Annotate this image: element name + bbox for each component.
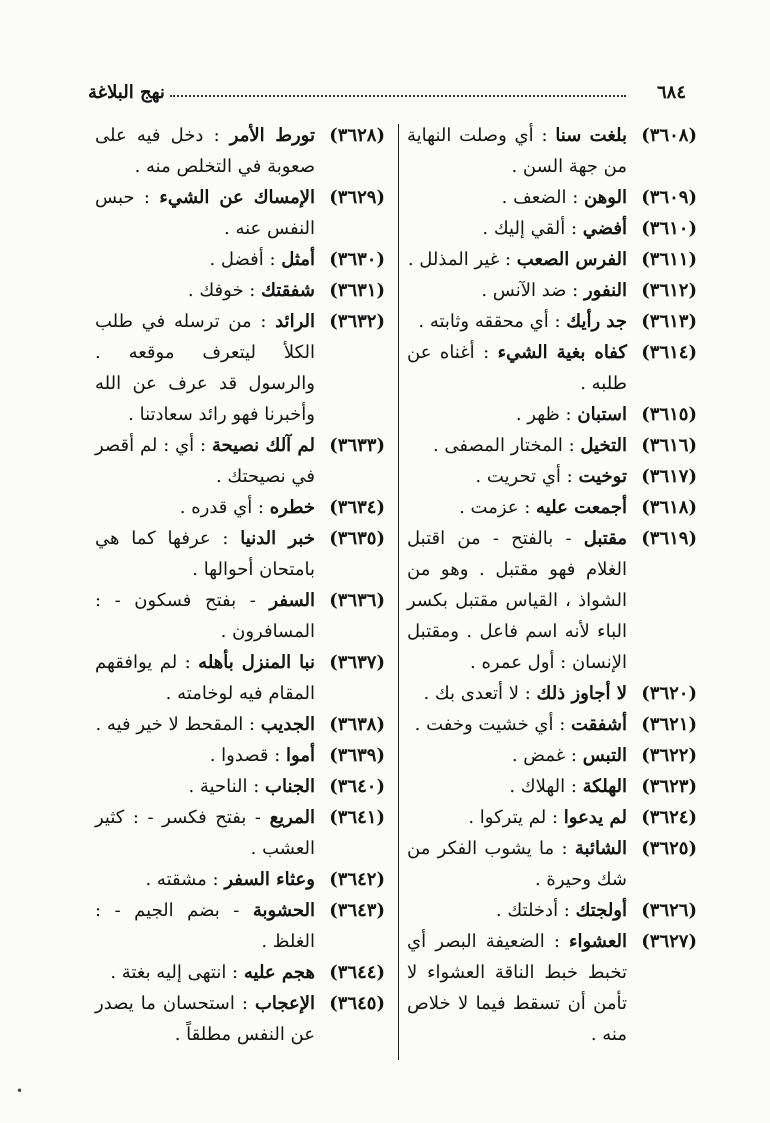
- entry-term: الرائد: [275, 311, 315, 332]
- entry-number: (٣٦٢٥): [641, 838, 697, 859]
- glossary-entry: [407, 926, 697, 1050]
- entry-number: (٣٦٤٤): [329, 962, 385, 983]
- entry-number: (٣٦١٠): [641, 218, 697, 239]
- entry-number: (٣٦٣١): [329, 280, 385, 301]
- entry-term: أشفقت: [571, 714, 627, 735]
- glossary-entry: [95, 647, 385, 709]
- entry-number: (٣٦٤١): [329, 807, 385, 828]
- entry-definition: : الهلاك .: [509, 776, 577, 797]
- right-column: [407, 120, 697, 1050]
- entry-definition: : دخل فيه على صعوبة في التخلص منه .: [95, 125, 315, 177]
- entry-definition: : الناحية .: [188, 776, 260, 797]
- entry-term: أجمعت عليه: [536, 497, 627, 518]
- entry-term: بلغت سنا: [555, 125, 627, 146]
- entry-definition: : انتهى إليه بغتة .: [110, 962, 239, 983]
- entry-term: الإعجاب: [254, 993, 315, 1014]
- glossary-entry: [95, 492, 385, 523]
- entry-term: الإمساك عن الشيء: [159, 187, 315, 208]
- entry-number: (٣٦٢٨): [329, 125, 385, 146]
- glossary-entry: [95, 523, 385, 585]
- glossary-entry: [407, 802, 697, 833]
- entry-number: (٣٦٢٤): [641, 807, 697, 828]
- entry-number: (٣٦٣٣): [329, 435, 385, 456]
- entry-number: (٣٦١٣): [641, 311, 697, 332]
- entry-number: (٣٦١٦): [641, 435, 697, 456]
- entry-number: (٣٦٣٦): [329, 590, 385, 611]
- entry-number: (٣٦٢٦): [641, 900, 697, 921]
- entry-term: توخيت: [578, 466, 627, 487]
- entry-term: النفور: [583, 280, 627, 301]
- entry-number: (٣٦٢٧): [641, 931, 697, 952]
- column-divider: [398, 124, 399, 1060]
- entry-number: (٣٦١٧): [641, 466, 697, 487]
- entry-term: أموا: [286, 745, 315, 766]
- entry-term: الحشوبة: [252, 900, 315, 921]
- glossary-entry: [407, 678, 697, 709]
- glossary-entry: [407, 182, 697, 213]
- entry-number: (٣٦٤٥): [329, 993, 385, 1014]
- entry-number: (٣٦٣٨): [329, 714, 385, 735]
- entry-term: أفضي: [582, 218, 627, 239]
- entry-definition: : لم يتركوا .: [468, 807, 559, 828]
- glossary-entry: [95, 120, 385, 182]
- entry-term: الجديب: [260, 714, 315, 735]
- entry-definition: - بفتح فسكون - : المسافرون .: [95, 590, 315, 642]
- entry-definition: - بضم الجيم - : الغلظ .: [95, 900, 315, 952]
- entry-number: (٣٦٢٠): [641, 683, 697, 704]
- entry-number: (٣٦١١): [641, 249, 697, 270]
- entry-definition: : لم يوافقهم المقام فيه لوخامته .: [95, 652, 315, 704]
- entry-definition: : مشقته .: [145, 869, 219, 890]
- entry-term: التخيل: [580, 435, 627, 456]
- entry-definition: : ظهر .: [515, 404, 572, 425]
- entry-term: شفقتك: [261, 280, 315, 301]
- page-header: [88, 82, 686, 106]
- entry-definition: : ألقي إليك .: [482, 218, 578, 239]
- entry-definition: : حبس النفس عنه .: [95, 187, 315, 239]
- book-title: نهج البلاغة: [88, 82, 165, 103]
- entry-number: (٣٦٢٣): [641, 776, 697, 797]
- entry-term: لا أجاوز ذلك: [536, 683, 627, 704]
- entry-term: العشواء: [569, 931, 627, 952]
- entry-definition: : غير المذلل .: [407, 249, 512, 270]
- glossary-entry: [407, 399, 697, 430]
- glossary-entry: [95, 771, 385, 802]
- glossary-entry: [407, 709, 697, 740]
- entry-definition: : أي وصلت النهاية من جهة السن .: [407, 125, 627, 177]
- entry-number: (٣٦٣٥): [329, 528, 385, 549]
- entry-number: (٣٦١٨): [641, 497, 697, 518]
- glossary-entry: [407, 492, 697, 523]
- entry-definition: : ضد الآنس .: [481, 280, 579, 301]
- glossary-entry: [407, 771, 697, 802]
- entry-number: (٣٦٠٩): [641, 187, 697, 208]
- entry-definition: : أي قدره .: [179, 497, 264, 518]
- entry-number: (٣٦٤٢): [329, 869, 385, 890]
- entry-definition: : الضعف .: [501, 187, 579, 208]
- entry-number: (٣٦٣٧): [329, 652, 385, 673]
- entry-term: المريع: [269, 807, 315, 828]
- entry-definition: : الضعيفة البصر أي تخبط خبط الناقة العشواء لا تأمن أن تسقط فيما لا خلاص منه .: [407, 931, 627, 1045]
- entry-number: (٣٦٤٣): [329, 900, 385, 921]
- entry-term: الهلكة: [582, 776, 627, 797]
- entry-definition: : أفضل .: [209, 249, 276, 270]
- entry-definition: : أي محققه وثابته .: [418, 311, 561, 332]
- entry-term: الوهن: [584, 187, 627, 208]
- glossary-entry: [95, 957, 385, 988]
- entry-term: كفاه بغية الشيء: [497, 342, 627, 363]
- entry-definition: : من ترسله في طلب الكلأ ليتعرف موقعه . والرسول قد عرف عن الله وأخبرنا فهو رائد سعادتنا .: [95, 311, 315, 425]
- entry-number: (٣٦٣٩): [329, 745, 385, 766]
- glossary-entry: [407, 306, 697, 337]
- entry-term: خطره: [269, 497, 315, 518]
- entry-definition: : المقحط لا خير فيه .: [95, 714, 256, 735]
- entry-term: خبر الدنيا: [240, 528, 315, 549]
- glossary-entry: [407, 895, 697, 926]
- entry-number: (٣٦١٥): [641, 404, 697, 425]
- glossary-entry: [95, 895, 385, 957]
- glossary-entry: [95, 275, 385, 306]
- glossary-entry: [407, 120, 697, 182]
- entry-term: أولجتك: [575, 900, 627, 921]
- entry-term: لم آلك نصيحة: [211, 435, 315, 456]
- glossary-entry: [95, 430, 385, 492]
- glossary-entry: [95, 244, 385, 275]
- glossary-entry: [407, 213, 697, 244]
- glossary-entry: [407, 430, 697, 461]
- entry-definition: : خوفك .: [187, 280, 256, 301]
- entry-number: (٣٦٣٢): [329, 311, 385, 332]
- footer-mark: •: [16, 1084, 24, 1098]
- glossary-entry: [95, 306, 385, 430]
- entry-definition: : قصدوا .: [209, 745, 281, 766]
- glossary-entry: [407, 461, 697, 492]
- entry-definition: : استحسان ما يصدر عن النفس مطلقاً .: [95, 993, 315, 1045]
- entry-term: مقتبل: [583, 528, 627, 549]
- entry-definition: - بفتح فكسر - : كثير العشب .: [95, 807, 315, 859]
- entry-definition: : غمض .: [511, 745, 577, 766]
- glossary-entry: [95, 709, 385, 740]
- glossary-entry: [407, 833, 697, 895]
- entry-definition: : المختار المصفى .: [432, 435, 575, 456]
- entry-number: (٣٦١٤): [641, 342, 697, 363]
- entry-definition: : لا أتعدى بك .: [423, 683, 531, 704]
- left-column: [95, 120, 385, 1050]
- entry-number: (٣٦٣٠): [329, 249, 385, 270]
- page-number: ٦٨٤: [656, 82, 686, 103]
- entry-definition: : أغناه عن طلبه .: [407, 342, 627, 394]
- glossary-entry: [407, 337, 697, 399]
- entry-number: (٣٦١٢): [641, 280, 697, 301]
- glossary-entry: [95, 802, 385, 864]
- entry-number: (٣٦٠٨): [641, 125, 697, 146]
- glossary-entry: [95, 182, 385, 244]
- entry-term: هجم عليه: [243, 962, 315, 983]
- entry-definition: - بالفتح - من اقتبل الغلام فهو مقتبل . وهو من الشواذ ، القياس مقتبل بكسر الباء لأنه اسم فاعل . ومقتبل الإنسان : أول عمره .: [407, 528, 627, 673]
- entry-term: التبس: [582, 745, 627, 766]
- entry-term: استبان: [577, 404, 627, 425]
- entry-definition: : عزمت .: [459, 497, 531, 518]
- entry-definition: : أي خشيت وخفت .: [414, 714, 566, 735]
- entry-definition: : أي : لم أقصر في نصيحتك .: [95, 435, 315, 487]
- entry-term: وعثاء السفر: [224, 869, 315, 890]
- glossary-entry: [95, 740, 385, 771]
- header-dotted-rule: [170, 95, 626, 97]
- entry-number: (٣٦٢٩): [329, 187, 385, 208]
- entry-term: جد رأيك: [566, 311, 627, 332]
- glossary-entry: [95, 585, 385, 647]
- glossary-entry: [407, 740, 697, 771]
- entry-number: (٣٦١٩): [641, 528, 697, 549]
- entry-number: (٣٦٤٠): [329, 776, 385, 797]
- entry-number: (٣٦٢١): [641, 714, 697, 735]
- glossary-entry: [95, 864, 385, 895]
- entry-number: (٣٦٢٢): [641, 745, 697, 766]
- entry-definition: : أي تحريت .: [475, 466, 573, 487]
- glossary-entry: [407, 244, 697, 275]
- entry-term: الجناب: [265, 776, 315, 797]
- glossary-entry: [407, 523, 697, 678]
- entry-term: أمثل: [281, 249, 315, 270]
- entry-definition: : ما يشوب الفكر من شك وحيرة .: [407, 838, 627, 890]
- entry-definition: : عرفها كما هي بامتحان أحوالها .: [95, 528, 315, 580]
- entry-term: تورط الأمر: [229, 125, 315, 146]
- entry-term: الشائبة: [574, 838, 627, 859]
- entry-term: نبا المنزل بأهله: [198, 652, 315, 673]
- entry-term: الفرس الصعب: [516, 249, 627, 270]
- entry-term: لم يدعوا: [563, 807, 627, 828]
- entry-term: السفر: [269, 590, 315, 611]
- glossary-entry: [95, 988, 385, 1050]
- entry-definition: : أدخلتك .: [495, 900, 570, 921]
- glossary-entry: [407, 275, 697, 306]
- entry-number: (٣٦٣٤): [329, 497, 385, 518]
